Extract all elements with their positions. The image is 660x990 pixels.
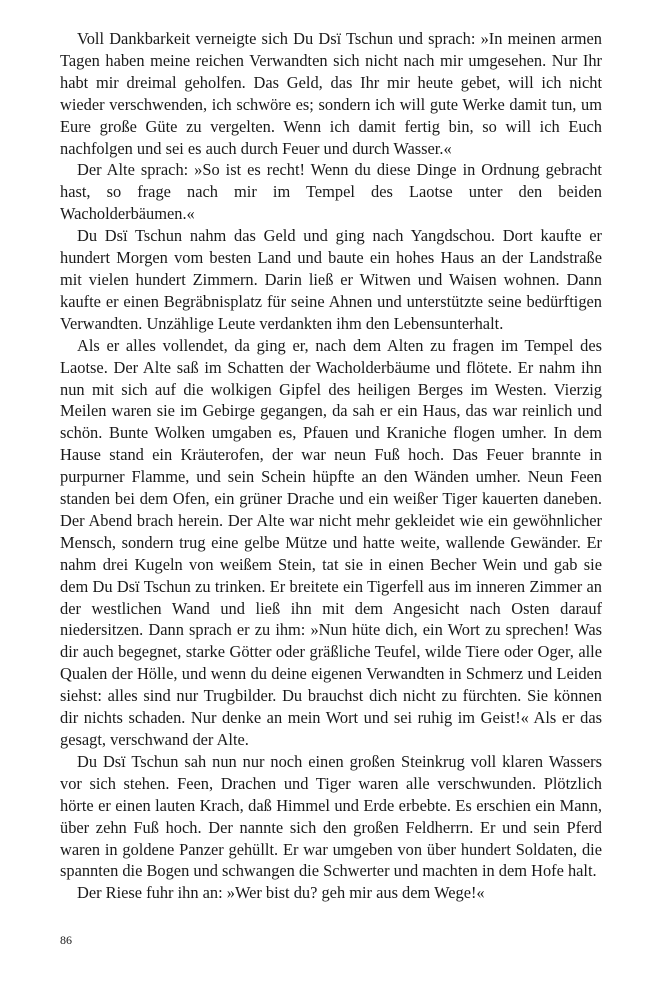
paragraph: Der Riese fuhr ihn an: »Wer bist du? geh mir aus dem Wege!« [77,883,485,903]
paragraph: Du Dsï Tschun nahm das Geld und ging nach Yangdschou. Dort kaufte er hundert Morgen vom besten Land und baute ein hohes Haus an der Landstraße mit vielen hundert Zimmern. Darin ließ er Witwen und Waisen wohnen. Dann kaufte er einen Begräbnisplatz für seine Ahnen und unterstützte seine bedürftigen Verwandten. Unzählige Leute verdankten ihm den Lebensunterhalt. [60,226,602,333]
paragraph: Voll Dankbarkeit verneigte sich Du Dsï Tschun und sprach: »In meinen armen Tagen haben meine reichen Verwandten sich nicht nach mir umgesehen. Nur Ihr habt mir dreimal geholfen. Das Geld, das Ihr mir heute gebet, will ich nicht wieder verschwenden, ich schwöre es; sondern ich will gute Werke damit tun, um Eure große Güte zu vergelten. Wenn ich damit fertig bin, so will ich Euch nachfolgen und sei es auch durch Feuer und durch Wasser.« [60,29,602,158]
paragraph: Als er alles vollendet, da ging er, nach dem Alten zu fragen im Tempel des Laotse. Der Alte saß im Schatten der Wacholderbäume und flötete. Er nahm ihn nun mit sich auf die wolkigen Gipfel des heiligen Berges im Westen. Vierzig Meilen waren sie im Gebirge gegangen, da sah er ein Haus, das war reinlich und schön. Bunte Wolken umgaben es, Pfauen und Kraniche flogen umher. In dem Hause stand ein Kräuterofen, der war neun Fuß hoch. Das Feuer brannte in purpurner Flamme, und sein Schein hüpfte an den Wänden umher. Neun Feen standen bei dem Ofen, ein grüner Drache und ein weißer Tiger kauerten daneben. Der Abend brach herein. Der Alte war nicht mehr gekleidet wie ein gewöhnlicher Mensch, sondern trug eine gelbe Mütze und hatte weite, wallende Gewänder. Er nahm drei Kugeln von weißem Stein, tat sie in einen Becher Wein und gab sie dem Du Dsï Tschun zu trinken. Er breitete ein Tigerfell aus im inneren Zimmer an der westlichen Wand und ließ ihn mit dem Angesicht nach Osten darauf niedersitzen. Dann sprach er zu ihm: »Nun hüte dich, ein Wort zu sprechen! Was dir auch begegnet, starke Götter oder gräßliche Teufel, wilde Tiere oder Oger, alle Qualen der Hölle, und wenn du deine eigenen Verwandten in Schmerz und Leiden siehst: alles sind nur Trugbilder. Du brauchst dich nicht zu fürchten. Sie können dir nichts schaden. Nur denke an mein Wort und sei ruhig im Geist!« Als er das gesagt, verschwand der Alte. [60,335,602,749]
page-text [60,28,602,904]
paragraph: Der Alte sprach: »So ist es recht! Wenn du diese Dinge in Ordnung gebracht hast, so frage nach mir im Tempel des Laotse unter den beiden Wacholderbäumen.« [60,160,602,224]
paragraph: Du Dsï Tschun sah nun nur noch einen großen Steinkrug voll klaren Wassers vor sich stehen. Feen, Drachen und Tiger waren alle verschwunden. Plötzlich hörte er einen lauten Krach, daß Himmel und Erde erbebte. Es erschien ein Mann, über zehn Fuß hoch. Der nannte sich den großen Feldherrn. Er und sein Pferd waren in goldene Panzer gehüllt. Er war umgeben von über hundert Soldaten, die spannten die Bogen und schwangen die Schwerter und machten in dem Hofe halt. [60,751,602,881]
page-number: 86 [60,933,72,947]
